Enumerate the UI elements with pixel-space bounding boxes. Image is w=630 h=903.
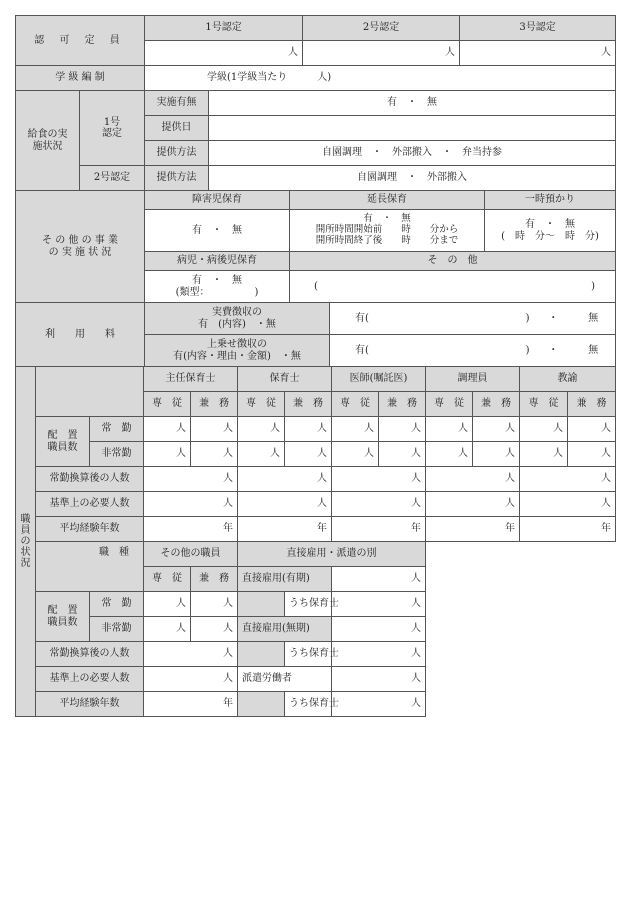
- type-fulltime: 専 従: [238, 392, 285, 417]
- other-header: そ の 他: [290, 252, 616, 271]
- capacity-value-1[interactable]: 人: [145, 41, 303, 66]
- disabled-care-value[interactable]: 有 ・ 無: [145, 210, 290, 252]
- type-fulltime: 専 従: [332, 392, 379, 417]
- meals-method1-label: 提供方法: [145, 141, 209, 166]
- required-label: 基準上の必要人数: [36, 492, 144, 517]
- nonregular-cell[interactable]: 人: [332, 442, 379, 467]
- other-regular-parttime[interactable]: 人: [191, 592, 238, 617]
- capacity-value-3[interactable]: 人: [460, 41, 616, 66]
- other-services-table: [15, 190, 616, 303]
- regular-cell[interactable]: 人: [426, 417, 473, 442]
- avg-years-cell[interactable]: 年: [144, 517, 238, 542]
- actual-cost-no[interactable]: ・ 無: [532, 303, 616, 335]
- converted-label-2: 常勤換算後の人数: [36, 642, 144, 667]
- required-cell[interactable]: 人: [520, 492, 616, 517]
- type-parttime: 兼 務: [191, 392, 238, 417]
- nonregular-cell[interactable]: 人: [285, 442, 332, 467]
- converted-cell[interactable]: 人: [520, 467, 616, 492]
- assigned-label: 配 置 職員数: [36, 417, 90, 467]
- other-services-label: そ の 他 の 事 業 の 実 施 状 況: [16, 191, 145, 303]
- type-parttime: 兼 務: [191, 567, 238, 592]
- extended-care-header: 延長保育: [290, 191, 485, 210]
- capacity-label: 認 可 定 員: [16, 16, 145, 66]
- avg-years-label-2: 平均経験年数: [36, 692, 144, 717]
- regular-label-2: 常 勤: [90, 592, 144, 617]
- meals-method2-label: 提供方法: [145, 166, 209, 191]
- staff-header-corner: [36, 367, 144, 417]
- converted-cell[interactable]: 人: [238, 467, 332, 492]
- type-parttime: 兼 務: [473, 392, 520, 417]
- regular-label: 常 勤: [90, 417, 144, 442]
- role-nurse: 保育士: [238, 367, 332, 392]
- extra-cost-label: 上乗せ徴収の 有(内容・理由・金額) ・無: [145, 335, 330, 367]
- other-regular-fulltime[interactable]: 人: [144, 592, 191, 617]
- meals-group1-label: 1号 認定: [80, 91, 145, 166]
- dispatch-value[interactable]: 人: [332, 667, 426, 692]
- nonregular-cell[interactable]: 人: [473, 442, 520, 467]
- role-chief-nurse: 主任保育士: [144, 367, 238, 392]
- regular-cell[interactable]: 人: [238, 417, 285, 442]
- required-cell[interactable]: 人: [426, 492, 520, 517]
- actual-cost-yes[interactable]: 有(: [330, 303, 480, 335]
- type-fulltime: 専 従: [520, 392, 568, 417]
- fees-table: [15, 302, 616, 367]
- other-nonregular-fulltime[interactable]: 人: [144, 617, 191, 642]
- meals-day-value[interactable]: [209, 116, 616, 141]
- actual-cost-label: 実費徴収の 有 (内容) ・無: [145, 303, 330, 335]
- role-cook: 調理員: [426, 367, 520, 392]
- nonregular-cell[interactable]: 人: [191, 442, 238, 467]
- regular-cell[interactable]: 人: [520, 417, 568, 442]
- indent-cell: [238, 642, 285, 667]
- actual-cost-close: ): [480, 303, 532, 335]
- nonregular-cell[interactable]: 人: [568, 442, 616, 467]
- converted-label: 常勤換算後の人数: [36, 467, 144, 492]
- meals-implemented-value[interactable]: 有 ・ 無: [209, 91, 616, 116]
- dispatch-label: 派遣労働者: [238, 667, 332, 692]
- capacity-header-2: 2号認定: [303, 16, 460, 41]
- avg-years-label: 平均経験年数: [36, 517, 144, 542]
- document-form: [15, 15, 615, 717]
- nonregular-label-2: 非常勤: [90, 617, 144, 642]
- capacity-value-2[interactable]: 人: [303, 41, 460, 66]
- meals-method1-value[interactable]: 自園調理 ・ 外部搬入 ・ 弁当持参: [209, 141, 616, 166]
- extra-cost-yes[interactable]: 有(: [330, 335, 480, 367]
- assigned-label-2: 配 置 職員数: [36, 592, 90, 642]
- temp-care-header: 一時預かり: [485, 191, 616, 210]
- required-label-2: 基準上の必要人数: [36, 667, 144, 692]
- other-staff-header: その他の職員: [144, 542, 238, 567]
- job-type-label: 職 種: [36, 542, 144, 592]
- role-teacher: 教諭: [520, 367, 616, 392]
- extra-cost-close: ): [480, 335, 532, 367]
- staff-table: [15, 366, 616, 717]
- disabled-care-header: 障害児保育: [145, 191, 290, 210]
- sick-care-header: 病児・病後児保育: [145, 252, 290, 271]
- temp-care-value[interactable]: 有 ・ 無 ( 時 分～ 時 分): [485, 210, 616, 252]
- type-parttime: 兼 務: [379, 392, 426, 417]
- required-cell[interactable]: 人: [332, 492, 426, 517]
- meals-method2-value[interactable]: 自園調理 ・ 外部搬入: [209, 166, 616, 191]
- facility-info-table: [15, 15, 616, 191]
- avg-years-cell[interactable]: 年: [332, 517, 426, 542]
- of-which-nurse-value[interactable]: 人: [332, 642, 426, 667]
- of-which-nurse-value[interactable]: 人: [332, 592, 426, 617]
- regular-cell[interactable]: 人: [285, 417, 332, 442]
- fees-label: 利 用 料: [16, 303, 145, 367]
- direct-unfixed-value[interactable]: 人: [332, 617, 426, 642]
- avg-years-cell[interactable]: 年: [238, 517, 332, 542]
- of-which-nurse-value[interactable]: 人: [332, 692, 426, 717]
- avg-years-cell[interactable]: 年: [426, 517, 520, 542]
- regular-cell[interactable]: 人: [332, 417, 379, 442]
- capacity-header-1: 1号認定: [145, 16, 303, 41]
- regular-cell[interactable]: 人: [191, 417, 238, 442]
- employment-header: 直接雇用・派遣の別: [238, 542, 426, 567]
- direct-unfixed-label: 直接雇用(無期): [238, 617, 332, 642]
- type-parttime: 兼 務: [285, 392, 332, 417]
- meals-day-label: 提供日: [145, 116, 209, 141]
- nonregular-label: 非常勤: [90, 442, 144, 467]
- meals-group2-label: 2号認定: [80, 166, 145, 191]
- required-cell[interactable]: 人: [238, 492, 332, 517]
- converted-cell[interactable]: 人: [144, 467, 238, 492]
- extended-care-value[interactable]: 有 ・ 無 開所時間開始前 時 分から 開所時間終了後 時 分まで: [290, 210, 485, 252]
- indent-cell: [238, 592, 285, 617]
- capacity-header-3: 3号認定: [460, 16, 616, 41]
- nonregular-cell[interactable]: 人: [379, 442, 426, 467]
- other-required-value[interactable]: 人: [144, 667, 238, 692]
- of-which-nurse-label: うち保育士: [285, 592, 332, 617]
- required-cell[interactable]: 人: [144, 492, 238, 517]
- of-which-nurse-label: うち保育士: [285, 642, 332, 667]
- regular-cell[interactable]: 人: [379, 417, 426, 442]
- other-avg-years-value[interactable]: 年: [144, 692, 238, 717]
- nonregular-cell[interactable]: 人: [520, 442, 568, 467]
- type-fulltime: 専 従: [144, 567, 191, 592]
- sick-care-value[interactable]: 有 ・ 無 (類型： ): [145, 271, 290, 303]
- direct-fixed-label: 直接雇用(有期): [238, 567, 332, 592]
- extra-cost-no[interactable]: ・ 無: [532, 335, 616, 367]
- type-fulltime: 専 従: [426, 392, 473, 417]
- meals-implemented-label: 実施有無: [145, 91, 209, 116]
- nonregular-cell[interactable]: 人: [426, 442, 473, 467]
- classes-value[interactable]: 学級(1学級当たり 人): [145, 66, 616, 91]
- meals-label: 給食の実 施状況: [16, 91, 80, 191]
- converted-cell[interactable]: 人: [332, 467, 426, 492]
- role-doctor: 医師(嘱託医): [332, 367, 426, 392]
- other-nonregular-parttime[interactable]: 人: [191, 617, 238, 642]
- regular-cell[interactable]: 人: [144, 417, 191, 442]
- nonregular-cell[interactable]: 人: [144, 442, 191, 467]
- other-value[interactable]: ( ): [290, 271, 616, 303]
- type-parttime: 兼 務: [568, 392, 616, 417]
- converted-cell[interactable]: 人: [426, 467, 520, 492]
- direct-fixed-value[interactable]: 人: [332, 567, 426, 592]
- classes-label: 学 級 編 制: [16, 66, 145, 91]
- nonregular-cell[interactable]: 人: [238, 442, 285, 467]
- of-which-nurse-label: うち保育士: [285, 692, 332, 717]
- regular-cell[interactable]: 人: [473, 417, 520, 442]
- staff-side-label: 職員の状況: [16, 367, 36, 717]
- regular-cell[interactable]: 人: [568, 417, 616, 442]
- other-converted-value[interactable]: 人: [144, 642, 238, 667]
- indent-cell: [238, 692, 285, 717]
- avg-years-cell[interactable]: 年: [520, 517, 616, 542]
- type-fulltime: 専 従: [144, 392, 191, 417]
